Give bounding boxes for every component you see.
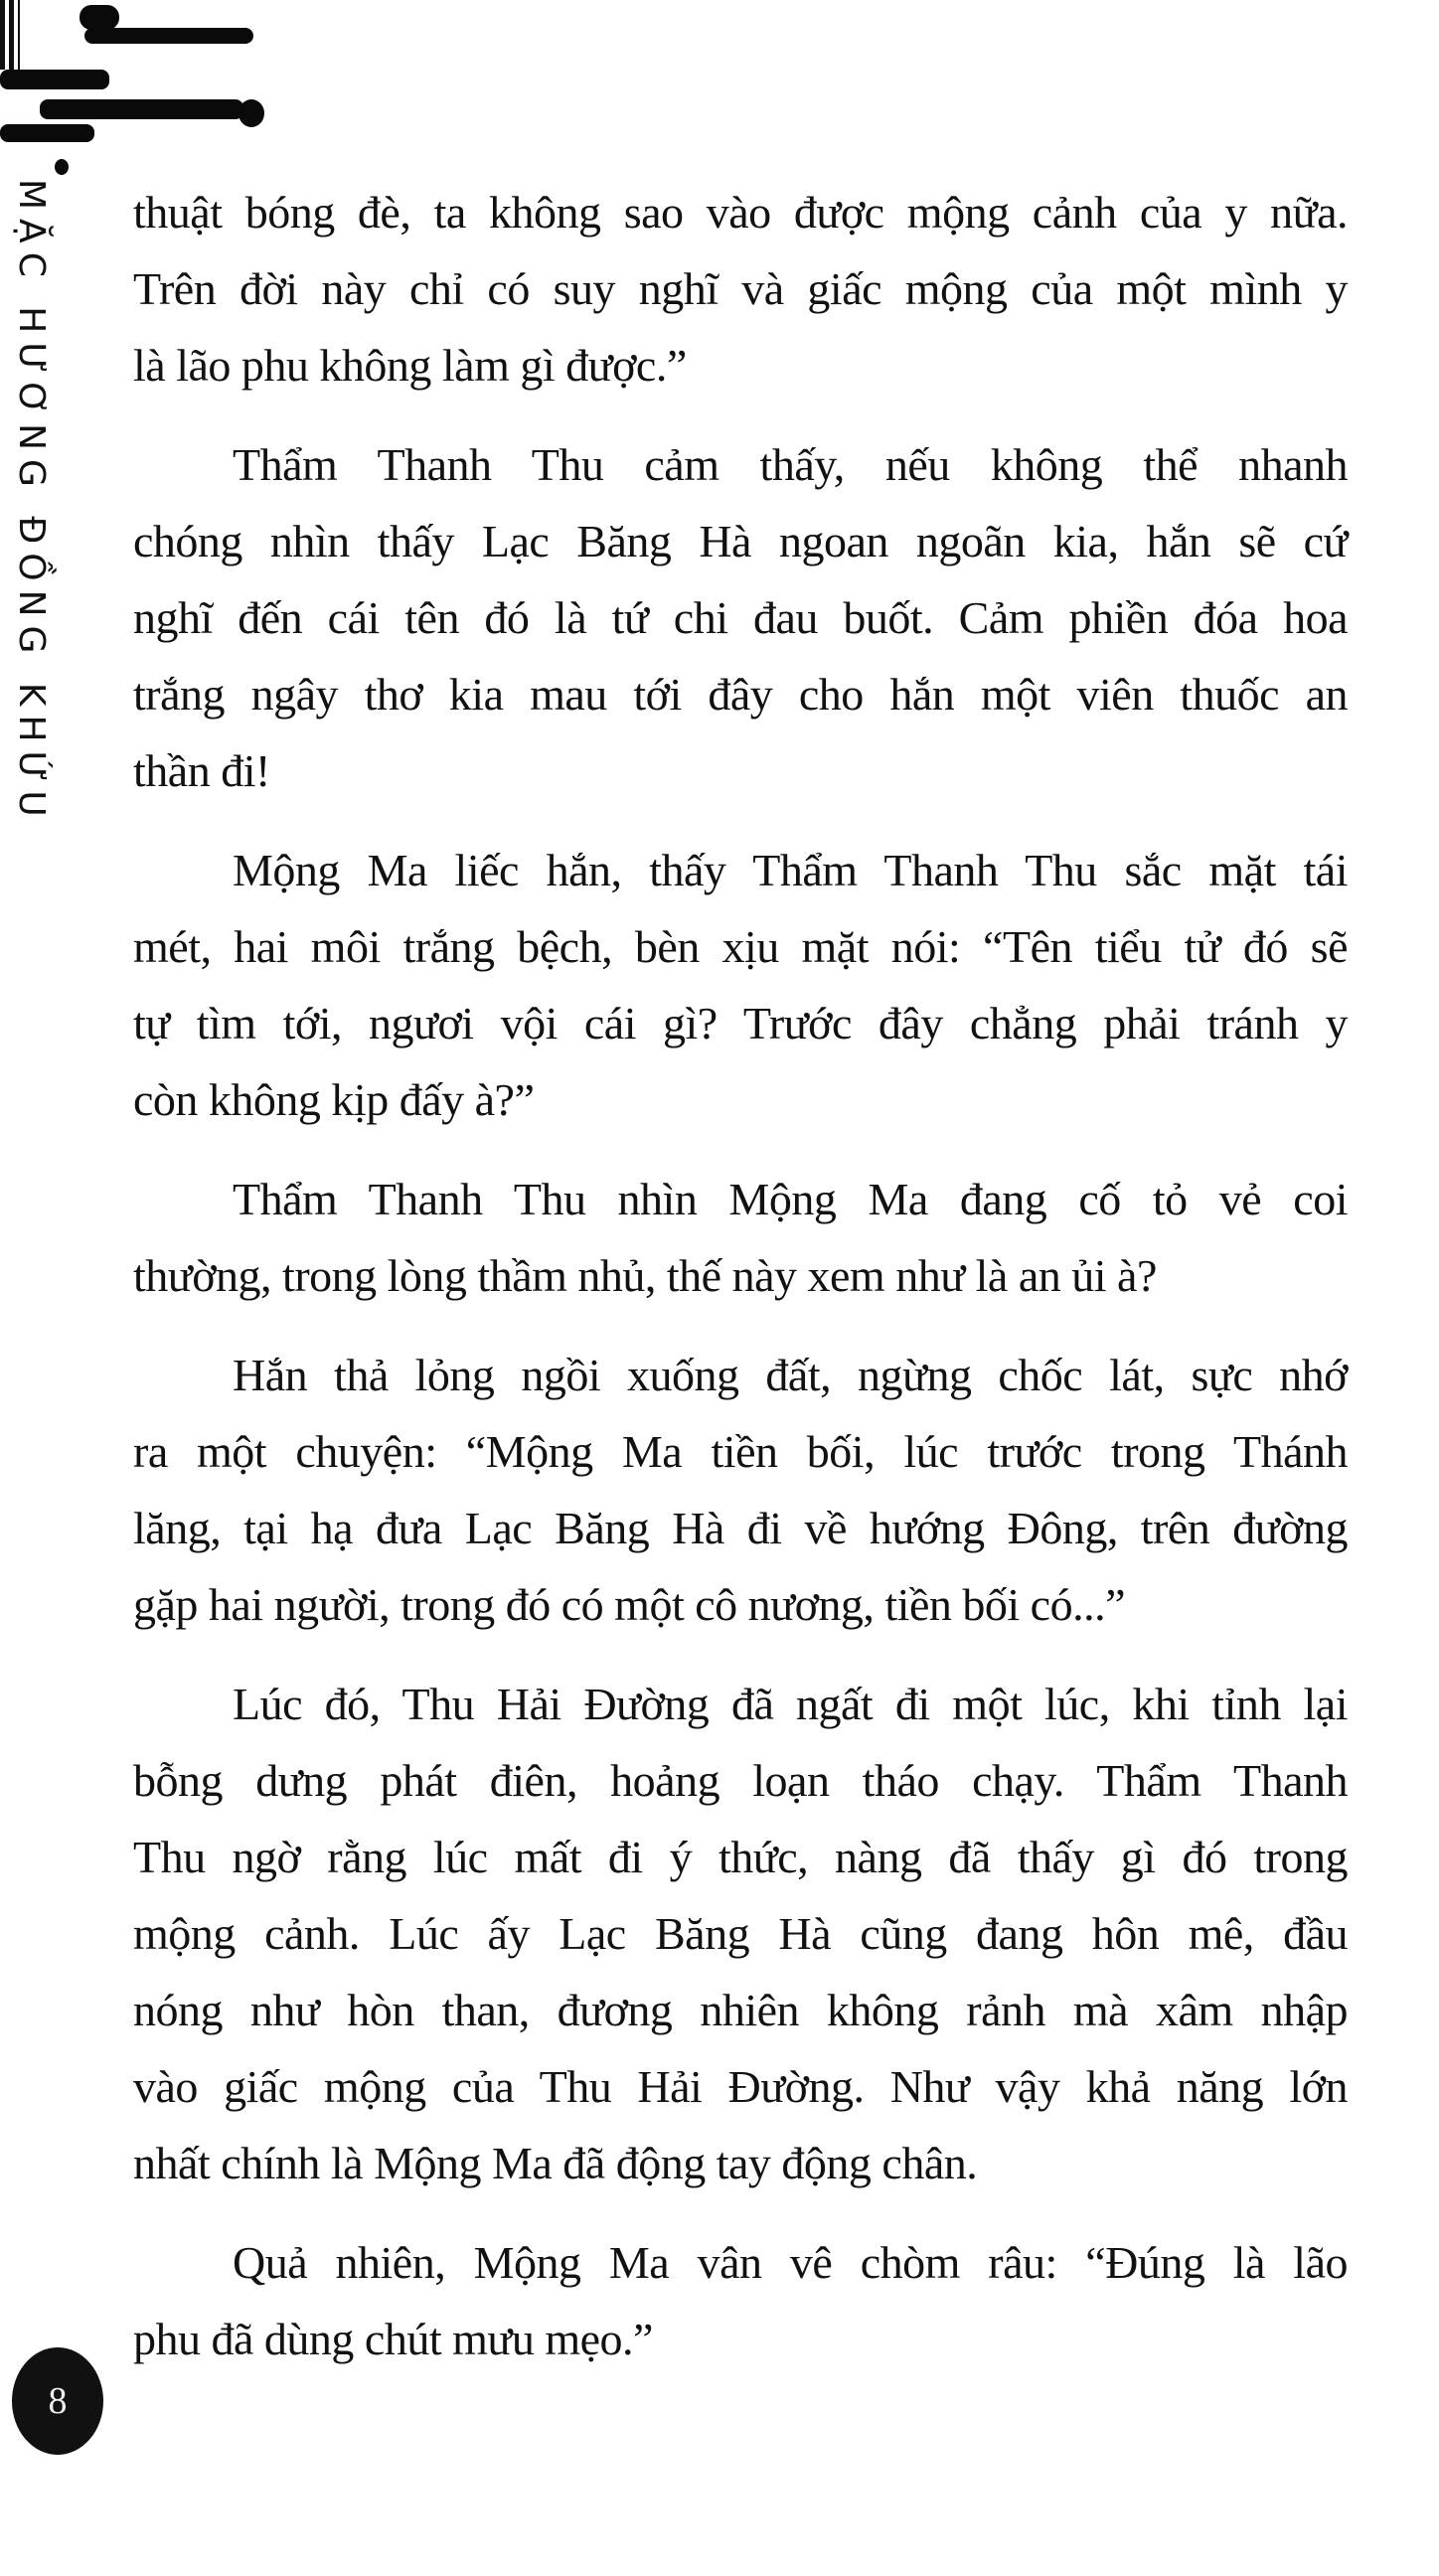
text-line: bỗng dưng phát điên, hoảng loạn tháo chạy. Thẩm Thanh [133, 1755, 1348, 1806]
page-body [133, 174, 1348, 2400]
running-header-text: MẶC HƯƠNG ĐỒNG KHỨU [11, 179, 52, 826]
paragraph [133, 2224, 1348, 2377]
text-line: nhất chính là Mộng Ma đã động tay động chân. [133, 2138, 978, 2188]
text-line: nghĩ đến cái tên đó là tứ chi đau buốt. Cảm phiền đóa hoa [133, 592, 1348, 643]
page-number: 8 [12, 2347, 103, 2455]
paragraph [133, 174, 1348, 403]
text-line: vào giấc mộng của Thu Hải Đường. Như vậy khả năng lớn [133, 2061, 1348, 2112]
text-line: trắng ngây thơ kia mau tới đây cho hắn một viên thuốc an [133, 669, 1348, 720]
paragraph [133, 832, 1348, 1138]
text-line: Quả nhiên, Mộng Ma vân vê chòm râu: “Đúng là lão [233, 2237, 1348, 2288]
text-line: nóng như hòn than, đương nhiên không rảnh mà xâm nhập [133, 1985, 1348, 2035]
text-line: thường, trong lòng thầm nhủ, thế này xem như là an ủi à? [133, 1250, 1157, 1301]
text-line: Thẩm Thanh Thu nhìn Mộng Ma đang cố tỏ vẻ coi [233, 1174, 1348, 1224]
text-line: là lão phu không làm gì được.” [133, 340, 687, 391]
text-line: mét, hai môi trắng bệch, bèn xịu mặt nói: “Tên tiểu tử đó sẽ [133, 921, 1348, 972]
running-header [8, 179, 58, 865]
text-line: Lúc đó, Thu Hải Đường đã ngất đi một lúc, khi tỉnh lại [233, 1679, 1348, 1729]
text-line: phu đã dùng chút mưu mẹo.” [133, 2314, 653, 2364]
paragraph [133, 1666, 1348, 2201]
text-line: gặp hai người, trong đó có một cô nương, tiền bối có...” [133, 1579, 1125, 1630]
text-line: Hắn thả lỏng ngồi xuống đất, ngừng chốc lát, sực nhớ [233, 1350, 1348, 1400]
text-line: mộng cảnh. Lúc ấy Lạc Băng Hà cũng đang hôn mê, đầu [133, 1908, 1348, 1959]
text-line: chóng nhìn thấy Lạc Băng Hà ngoan ngoãn kia, hắn sẽ cứ [133, 516, 1348, 566]
paragraph [133, 1161, 1348, 1314]
text-line: Thu ngờ rằng lúc mất đi ý thức, nàng đã thấy gì đó trong [133, 1832, 1348, 1882]
paragraph [133, 1337, 1348, 1643]
text-line: còn không kịp đấy à?” [133, 1074, 535, 1125]
text-line: thuật bóng đè, ta không sao vào được mộng cảnh của y nữa. [133, 187, 1348, 238]
text-line: thần đi! [133, 745, 270, 796]
text-line: tự tìm tới, ngươi vội cái gì? Trước đây chẳng phải tránh y [133, 998, 1348, 1048]
paragraph [133, 426, 1348, 809]
text-line: Mộng Ma liếc hắn, thấy Thẩm Thanh Thu sắc mặt tái [233, 845, 1348, 895]
text-line: ra một chuyện: “Mộng Ma tiền bối, lúc trước trong Thánh [133, 1426, 1348, 1477]
text-line: Trên đời này chỉ có suy nghĩ và giấc mộng của một mình y [133, 263, 1348, 314]
text-line: lăng, tại hạ đưa Lạc Băng Hà đi về hướng Đông, trên đường [133, 1503, 1348, 1553]
text-line: Thẩm Thanh Thu cảm thấy, nếu không thể nhanh [233, 439, 1348, 490]
